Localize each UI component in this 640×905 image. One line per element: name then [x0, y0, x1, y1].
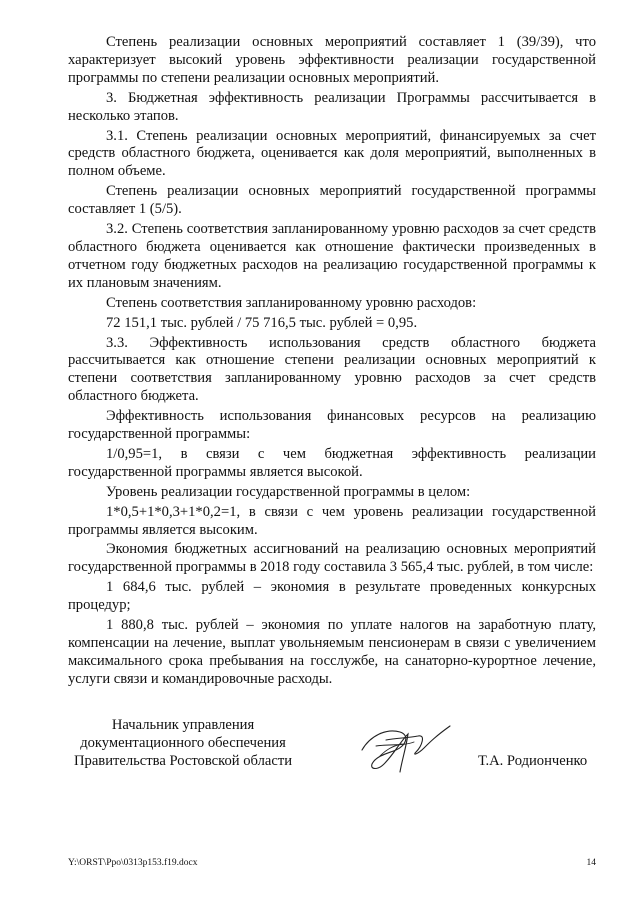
paragraph-compliance-formula: 72 151,1 тыс. рублей / 75 716,5 тыс. рублей = 0,95. [106, 314, 418, 331]
paragraph-financial-efficiency: Эффективность использования финансовых ресурсов на реализацию государственной программы: [68, 408, 596, 443]
signer-position-line: документационного обеспечения [80, 735, 286, 751]
paragraph-savings: Экономия бюджетных ассигнований на реализацию основных мероприятий государственной программы в 2018 году составила 3 565,4 тыс. рублей, в том числе: [68, 541, 596, 576]
paragraph-compliance-label: Степень соответствия запланированному уровню расходов: [106, 294, 477, 311]
signer-position [68, 716, 298, 770]
paragraph-savings-procurement: 1 684,6 тыс. рублей – экономия в результате проведенных конкурсных процедур; [68, 579, 596, 614]
paragraph-savings-taxes: 1 880,8 тыс. рублей – экономия по уплате налогов на заработную плату, компенсации на лечение, выплат увольняемым пенсионерам в связи с увеличением максимального срока пребывания на госслужбе, на санаторно-курортное лечение, услуги связи и командировочные расходы. [68, 617, 596, 687]
paragraph-program-degree: Степень реализации основных мероприятий государственной программы составляет 1 (5/5). [68, 183, 596, 218]
file-path: Y:\ORST\Ppo\0313p153.f19.docx [68, 858, 198, 868]
paragraph-implementation-degree: Степень реализации основных мероприятий составляет 1 (39/39), что характеризует высокий уровень эффективности реализации государственной программы по степени реализации основных мероприятий. [68, 34, 596, 86]
page-number: 14 [586, 858, 596, 868]
paragraph-overall-level: Уровень реализации государственной программы в целом: [106, 483, 471, 500]
handwritten-signature [356, 720, 456, 776]
paragraph-3-2: 3.2. Степень соответствия запланированному уровню расходов за счет средств областного бюджета оценивается как отношение фактически произведенных в отчетном году бюджетных расходов на реализацию государственной программы к их плановым значениям. [68, 221, 596, 291]
paragraph-efficiency-formula: 1/0,95=1, в связи с чем бюджетная эффективность реализации государственной программы является высокой. [68, 445, 596, 480]
signer-position-line: Начальник управления [111, 717, 255, 733]
paragraph-budget-efficiency: 3. Бюджетная эффективность реализации Программы рассчитывается в несколько этапов. [68, 89, 596, 124]
paragraph-overall-formula: 1*0,5+1*0,3+1*0,2=1, в связи с чем уровень реализации государственной программы является высоким. [68, 503, 596, 538]
signer-position-line: Правительства Ростовской области [73, 753, 293, 769]
signature-block [0, 716, 640, 776]
signer-name: Т.А. Родионченко [478, 753, 588, 769]
paragraph-3-1: 3.1. Степень реализации основных мероприятий, финансируемых за счет средств областного бюджета, оценивается как доля мероприятий, выполненных в полном объеме. [68, 127, 596, 180]
document-body [68, 34, 596, 691]
paragraph-3-3: 3.3. Эффективность использования средств областного бюджета рассчитывается как отношение степени реализации основных мероприятий к степени соответствия запланированному уровню расходов за счет средств областного бюджета. [68, 334, 596, 405]
